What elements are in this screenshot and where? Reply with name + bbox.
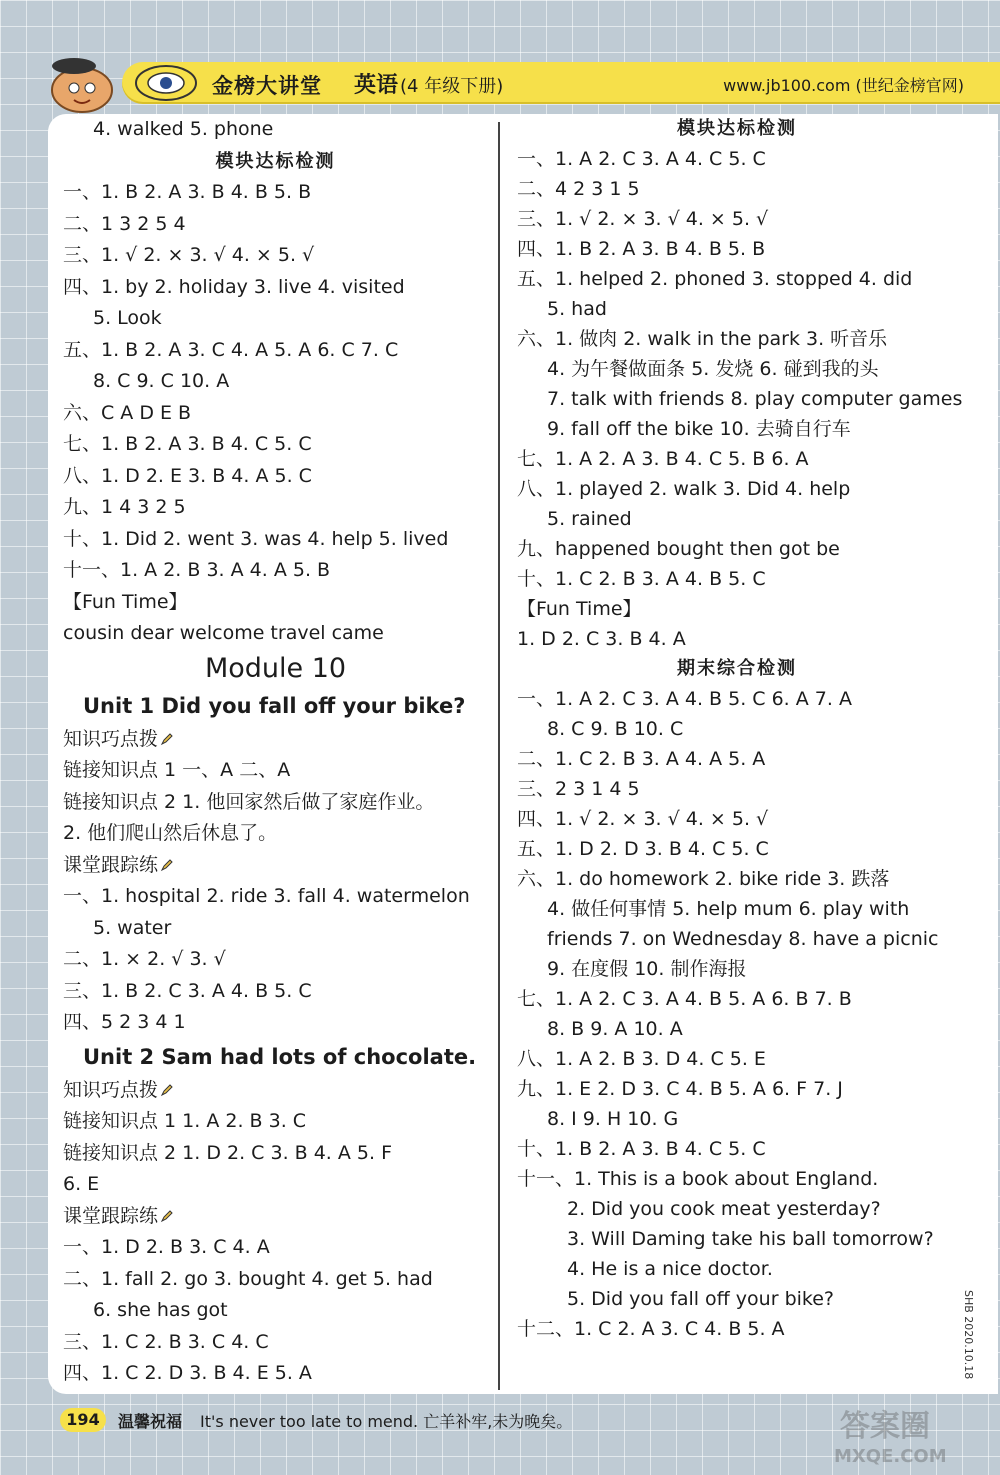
answer-line xyxy=(517,1014,957,1044)
mascot-icon xyxy=(44,52,118,116)
answer-line xyxy=(517,564,957,594)
answer-line xyxy=(517,624,957,654)
answer-line xyxy=(63,1358,488,1390)
subsection-label xyxy=(63,1201,488,1233)
row-text: 一、1. B 2. A 3. B 4. B 5. B xyxy=(63,181,312,203)
grade-label: (4 年级下册) xyxy=(400,76,504,97)
row-text: cousin dear welcome travel came xyxy=(63,622,384,644)
pencil-icon xyxy=(160,732,174,746)
row-text: 六、1. 做肉 2. walk in the park 3. 听音乐 xyxy=(517,328,888,350)
answer-line xyxy=(517,204,957,234)
answer-line xyxy=(517,1224,957,1254)
row-text: 十一、1. This is a book about England. xyxy=(517,1168,879,1190)
tip-label: 温馨祝福 xyxy=(118,1412,183,1431)
answer-line xyxy=(63,492,488,524)
answer-line xyxy=(63,114,488,146)
row-text: 4. 为午餐做面条 5. 发烧 6. 碰到我的头 xyxy=(547,358,879,380)
answer-line xyxy=(517,954,957,984)
row-text: 知识巧点拨 xyxy=(63,727,159,750)
page-number: 194 xyxy=(60,1408,106,1432)
row-text: 课堂跟踪练 xyxy=(63,1204,159,1227)
row-text: 一、1. D 2. B 3. C 4. A xyxy=(63,1236,270,1258)
site-link[interactable]: www.jb100.com (世纪金榜官网) xyxy=(723,76,964,95)
right-column xyxy=(517,114,963,1344)
answer-line xyxy=(63,524,488,556)
answer-line xyxy=(517,1134,957,1164)
answer-line xyxy=(517,1164,957,1194)
section-heading xyxy=(517,114,957,144)
answer-line xyxy=(517,144,957,174)
unit-title xyxy=(63,1039,488,1075)
answer-line xyxy=(517,234,957,264)
unit-title xyxy=(63,688,488,724)
row-text: 一、1. A 2. C 3. A 4. B 5. C 6. A 7. A xyxy=(517,688,852,710)
row-text: 链接知识点 1 1. A 2. B 3. C xyxy=(63,1110,307,1132)
row-text: 十一、1. A 2. B 3. A 4. A 5. B xyxy=(63,559,331,581)
answer-line xyxy=(517,834,957,864)
row-text: 七、1. A 2. C 3. A 4. B 5. A 6. B 7. B xyxy=(517,988,852,1010)
tip-text: It's never too late to mend. 亡羊补牢,未为晚矣。 xyxy=(200,1412,573,1431)
row-text: 4. He is a nice doctor. xyxy=(567,1258,773,1280)
answer-line xyxy=(63,1138,488,1170)
row-text: 六、1. do homework 2. bike ride 3. 跌落 xyxy=(517,868,890,890)
answer-line xyxy=(517,504,957,534)
row-text: 四、1. by 2. holiday 3. live 4. visited xyxy=(63,275,405,298)
row-text: 链接知识点 2 1. 他回家然后做了家庭作业。 xyxy=(63,790,435,813)
answer-line xyxy=(63,1327,488,1359)
side-code: SHB 2020.10.18 xyxy=(962,1290,975,1380)
answer-line xyxy=(517,264,957,294)
row-text: 三、1. √ 2. × 3. √ 4. × 5. √ xyxy=(517,208,769,230)
answer-line xyxy=(63,618,488,650)
row-text: 8. C 9. B 10. C xyxy=(547,718,684,740)
row-text: 七、1. A 2. A 3. B 4. C 5. B 6. A xyxy=(517,448,809,470)
row-text: 十、1. Did 2. went 3. was 4. help 5. lived xyxy=(63,527,449,550)
answer-line xyxy=(517,1104,957,1134)
answer-line xyxy=(517,384,963,414)
row-text: 4. 做任何事情 5. help mum 6. play with xyxy=(547,898,910,920)
answer-line xyxy=(517,864,957,894)
row-text: 六、C A D E B xyxy=(63,401,192,424)
row-text: 五、1. B 2. A 3. C 4. A 5. A 6. C 7. C xyxy=(63,338,399,361)
answer-line xyxy=(63,1169,488,1201)
row-text: 四、5 2 3 4 1 xyxy=(63,1011,186,1033)
row-text: 8. B 9. A 10. A xyxy=(547,1018,683,1040)
answer-line xyxy=(63,272,488,304)
row-text: 7. talk with friends 8. play computer games xyxy=(547,388,963,410)
answer-line xyxy=(517,1284,957,1314)
answer-line xyxy=(517,1314,957,1344)
row-text: 五、1. D 2. D 3. B 4. C 5. C xyxy=(517,838,769,860)
row-text: 6. she has got xyxy=(93,1299,228,1321)
row-text: friends 7. on Wednesday 8. have a picnic xyxy=(547,928,939,950)
row-text: 二、1. fall 2. go 3. bought 4. get 5. had xyxy=(63,1267,433,1290)
row-text: 三、1. C 2. B 3. C 4. C xyxy=(63,1330,269,1353)
row-text: 【Fun Time】 xyxy=(517,598,642,620)
answer-line xyxy=(63,240,488,272)
row-text: Module 10 xyxy=(204,652,347,684)
row-text: 七、1. B 2. A 3. B 4. C 5. C xyxy=(63,433,312,455)
section-heading xyxy=(63,146,488,178)
row-text: 八、1. A 2. B 3. D 4. C 5. E xyxy=(517,1048,766,1070)
row-text: 二、1 3 2 5 4 xyxy=(63,212,186,235)
answer-line xyxy=(63,335,488,367)
logo-badge-icon xyxy=(134,64,198,102)
subsection-label xyxy=(63,850,488,882)
row-text: 模块达标检测 xyxy=(215,150,336,172)
watermark-logo-icon xyxy=(820,1400,990,1470)
row-text: Unit 2 Sam had lots of chocolate. xyxy=(83,1044,477,1069)
answer-line xyxy=(517,474,957,504)
row-text: 四、1. √ 2. × 3. √ 4. × 5. √ xyxy=(517,808,769,830)
answer-line xyxy=(517,744,957,774)
answer-line xyxy=(517,1194,957,1224)
row-text: 链接知识点 1 一、A 二、A xyxy=(63,759,291,781)
row-text: 9. 在度假 10. 制作海报 xyxy=(547,958,747,980)
answer-line xyxy=(517,534,957,564)
section-heading xyxy=(517,654,957,684)
row-text: 3. Will Daming take his ball tomorrow? xyxy=(567,1228,934,1250)
row-text: 链接知识点 2 1. D 2. C 3. B 4. A 5. F xyxy=(63,1141,393,1164)
pencil-icon xyxy=(160,1083,174,1097)
row-text: 8. C 9. C 10. A xyxy=(93,370,230,392)
row-text: 四、1. C 2. D 3. B 4. E 5. A xyxy=(63,1362,312,1384)
row-text: 5. rained xyxy=(547,508,632,530)
row-text: 三、1. √ 2. × 3. √ 4. × 5. √ xyxy=(63,244,315,266)
answer-line xyxy=(517,1254,957,1284)
row-text: 九、happened bought then got be xyxy=(517,538,840,560)
answer-line xyxy=(517,324,957,354)
row-text: 【Fun Time】 xyxy=(63,590,188,613)
answer-line xyxy=(63,366,488,398)
answer-line xyxy=(63,555,488,587)
row-text: 模块达标检测 xyxy=(677,118,797,139)
answer-line xyxy=(63,1264,488,1296)
answer-line xyxy=(63,1232,488,1264)
row-text: 一、1. A 2. C 3. A 4. C 5. C xyxy=(517,148,766,170)
column-divider xyxy=(498,122,500,1390)
row-text: 二、1. × 2. √ 3. √ xyxy=(63,948,226,970)
answer-line xyxy=(63,1007,488,1039)
row-text: 五、1. helped 2. phoned 3. stopped 4. did xyxy=(517,268,913,290)
answer-line xyxy=(517,414,957,444)
answer-line xyxy=(517,714,957,744)
row-text: 九、1 4 3 2 5 xyxy=(63,496,186,518)
answer-line xyxy=(517,1074,957,1104)
row-text: 三、1. B 2. C 3. A 4. B 5. C xyxy=(63,979,312,1002)
answer-line xyxy=(63,881,488,913)
module-title xyxy=(63,650,488,688)
answer-line xyxy=(63,303,488,335)
row-text: 八、1. played 2. walk 3. Did 4. help xyxy=(517,478,851,500)
row-text: 期末综合检测 xyxy=(677,658,797,679)
answer-line xyxy=(63,818,488,850)
row-text: 十二、1. C 2. A 3. C 4. B 5. A xyxy=(517,1318,785,1340)
subject-title: 英语 xyxy=(354,73,399,98)
answer-line xyxy=(63,787,488,819)
row-text: 5. had xyxy=(547,298,607,320)
answer-line xyxy=(63,755,488,787)
answer-line xyxy=(517,984,957,1014)
row-text: 四、1. B 2. A 3. B 4. B 5. B xyxy=(517,238,766,260)
row-text: 知识巧点拨 xyxy=(63,1078,159,1101)
svg-text:答案圈: 答案圈 xyxy=(840,1409,930,1444)
row-text: 2. Did you cook meat yesterday? xyxy=(567,1198,881,1220)
row-text: 5. Look xyxy=(93,307,162,329)
answer-line xyxy=(517,894,957,924)
answer-line xyxy=(63,976,488,1008)
row-text: 4. walked 5. phone xyxy=(93,118,274,140)
answer-line xyxy=(63,209,488,241)
svg-text:MXQE.COM: MXQE.COM xyxy=(834,1446,947,1467)
row-text: 三、2 3 1 4 5 xyxy=(517,778,640,800)
answer-line xyxy=(517,294,957,324)
row-text: 2. 他们爬山然后休息了。 xyxy=(63,822,278,844)
pencil-icon xyxy=(160,858,174,872)
row-text: 9. fall off the bike 10. 去骑自行车 xyxy=(547,418,851,440)
row-text: 5. water xyxy=(93,916,172,939)
answer-line xyxy=(63,1295,488,1327)
row-text: 二、4 2 3 1 5 xyxy=(517,178,640,200)
answer-line xyxy=(63,398,488,430)
answer-line xyxy=(63,1106,488,1138)
row-text: Unit 1 Did you fall off your bike? xyxy=(83,693,466,718)
row-text: 九、1. E 2. D 3. C 4. B 5. A 6. F 7. J xyxy=(517,1078,843,1100)
left-column xyxy=(63,114,488,1390)
answer-line xyxy=(63,587,488,619)
answer-line xyxy=(517,684,957,714)
row-text: 二、1. C 2. B 3. A 4. A 5. A xyxy=(517,748,766,770)
row-text: 6. E xyxy=(63,1173,100,1195)
answer-line xyxy=(517,924,957,954)
answer-line xyxy=(63,944,488,976)
answer-line xyxy=(63,429,488,461)
answer-line xyxy=(517,1044,957,1074)
subsection-label xyxy=(63,1075,488,1107)
answer-line xyxy=(517,804,957,834)
pencil-icon xyxy=(160,1209,174,1223)
row-text: 1. D 2. C 3. B 4. A xyxy=(517,628,686,650)
answer-line xyxy=(63,461,488,493)
row-text: 课堂跟踪练 xyxy=(63,853,159,876)
row-text: 8. I 9. H 10. G xyxy=(547,1108,679,1130)
answer-line xyxy=(517,354,957,384)
brand-title: 金榜大讲堂 xyxy=(212,74,322,98)
answer-line xyxy=(63,913,488,945)
row-text: 十、1. C 2. B 3. A 4. B 5. C xyxy=(517,568,766,590)
row-text: 十、1. B 2. A 3. B 4. C 5. C xyxy=(517,1138,766,1160)
row-text: 八、1. D 2. E 3. B 4. A 5. C xyxy=(63,464,312,487)
row-text: 5. Did you fall off your bike? xyxy=(567,1288,835,1310)
answer-line xyxy=(517,774,957,804)
answer-line xyxy=(63,177,488,209)
answer-line xyxy=(517,174,957,204)
row-text: 一、1. hospital 2. ride 3. fall 4. watermelon xyxy=(63,885,470,907)
answer-line xyxy=(517,594,957,624)
subsection-label xyxy=(63,724,488,756)
answer-line xyxy=(517,444,957,474)
